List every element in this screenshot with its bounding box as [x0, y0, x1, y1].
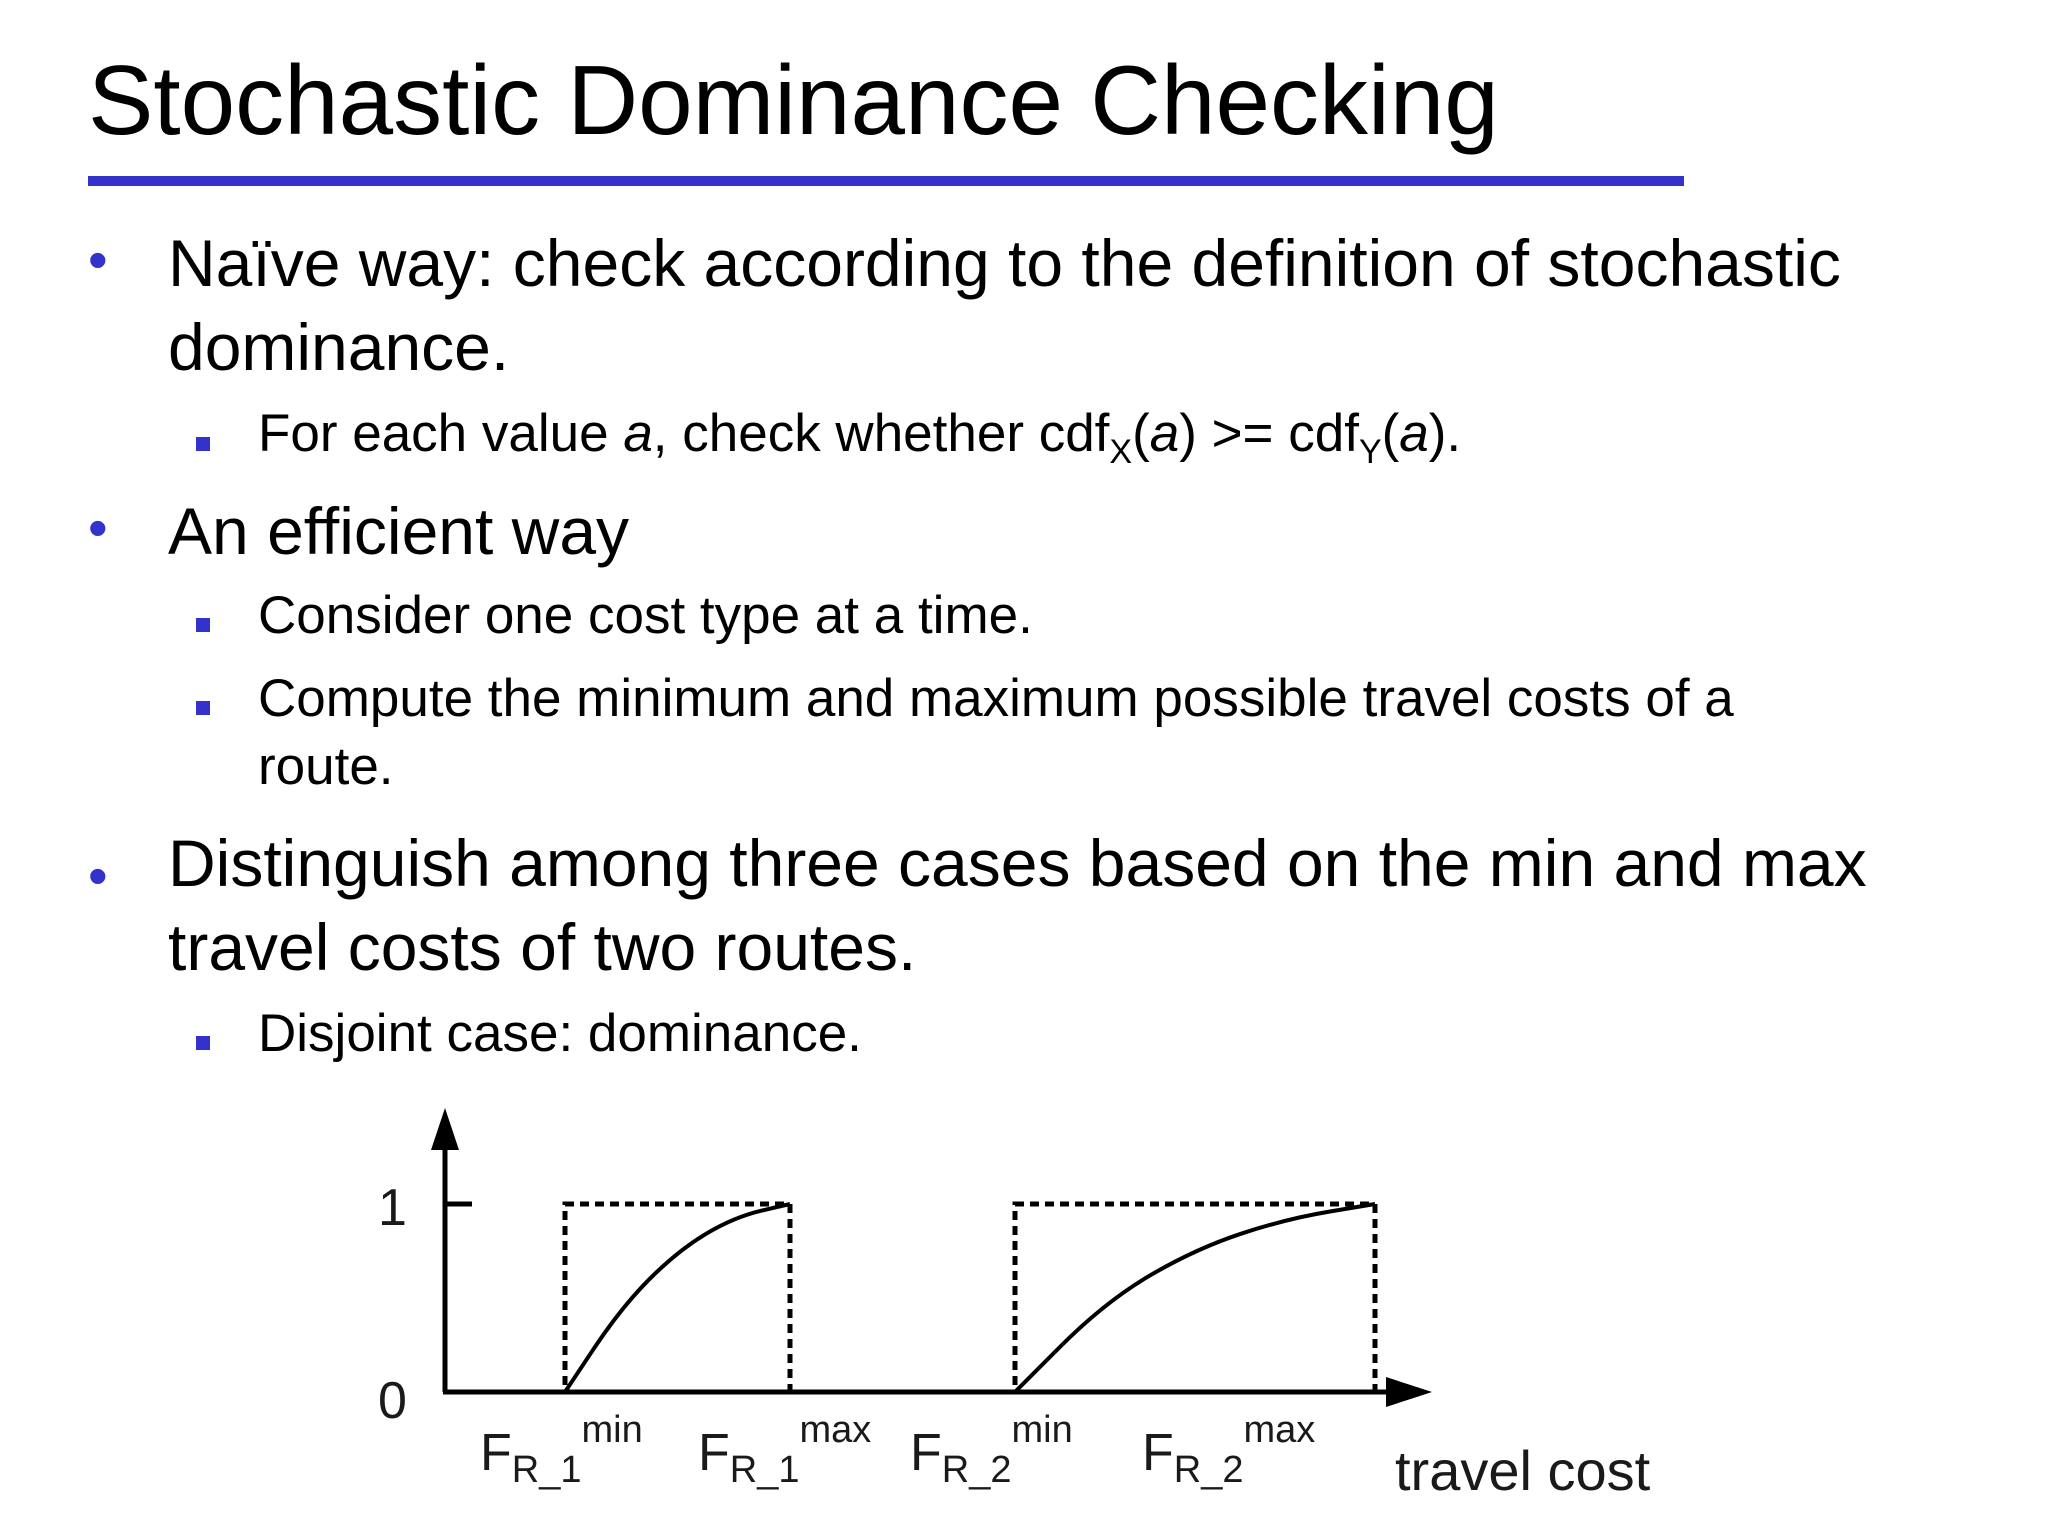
bounding-box-2	[1015, 1204, 1375, 1392]
y-axis-arrow-icon	[431, 1108, 459, 1150]
bullet-1-line2: dominance.	[168, 310, 510, 384]
bullet-dot-icon: •	[88, 228, 108, 291]
bullet-2-line1: An efficient way	[168, 494, 630, 568]
bullet-2-sub-1: Consider one cost type at a time.	[258, 586, 1033, 645]
x-tick-label-r1-min: $F_{R\_1}^{min}$	[480, 1409, 643, 1491]
bounding-box-1	[565, 1204, 790, 1392]
cdf-curve-2	[1015, 1204, 1375, 1392]
x-axis-arrow-icon	[1386, 1377, 1432, 1407]
cdf-curve-1	[565, 1204, 790, 1392]
bullet-3-line2: travel costs of two routes.	[168, 910, 917, 984]
x-axis-label: travel cost	[1395, 1439, 1651, 1502]
bullet-dot-icon: •	[88, 844, 108, 907]
y-tick-label-1: 1	[378, 1179, 407, 1237]
bullet-1-sub-1: For each value a, check whether cdf$_X$(a) >= cdf$_Y$(a).	[258, 404, 1462, 471]
chart-marks	[565, 1204, 1375, 1392]
x-tick-label-r1-max: $F_{R\_1}^{max}$	[698, 1409, 872, 1491]
bullet-2-sub-2-line2: route.	[258, 737, 394, 796]
y-tick-label-0: 0	[378, 1372, 407, 1430]
bullet-3-line1: Distinguish among three cases based on the min and max	[168, 826, 1867, 900]
bullet-1-line1: Naïve way: check according to the definition of stochastic	[168, 226, 1841, 300]
slide-title: Stochastic Dominance Checking	[88, 45, 1499, 155]
bullet-dot-icon: •	[88, 496, 108, 559]
x-tick-label-r2-max: $F_{R\_2}^{max}$	[1142, 1409, 1316, 1491]
bullet-2-sub-2-line1: Compute the minimum and maximum possible travel costs of a	[258, 669, 1734, 728]
x-tick-label-r2-min: $F_{R\_2}^{min}$	[910, 1409, 1073, 1491]
bullet-3-sub-1: Disjoint case: dominance.	[258, 1004, 862, 1063]
